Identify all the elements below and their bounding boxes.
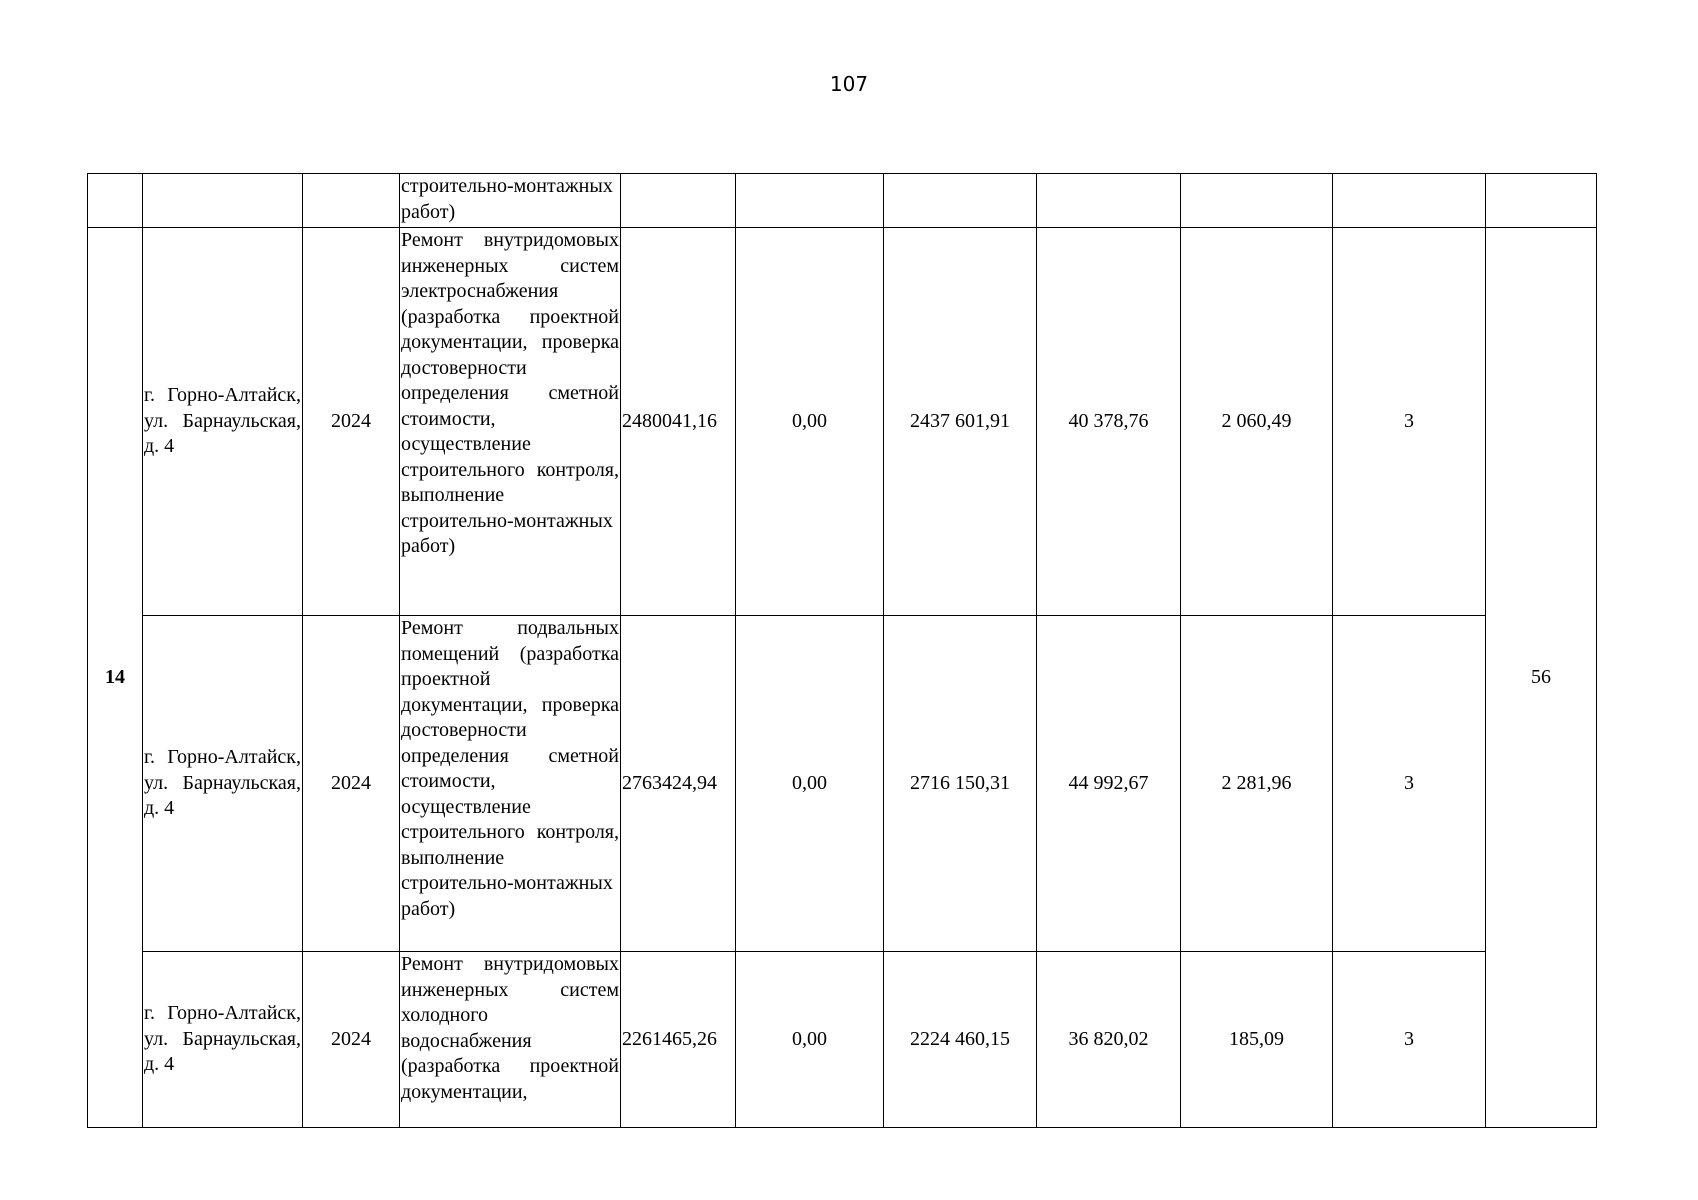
value-cell: 2 060,49 — [1181, 228, 1333, 616]
cell-empty — [1181, 174, 1333, 228]
address-cell: г. Горно-Алтайск, ул. Барнаульская, д. 4 — [143, 952, 303, 1128]
group-value-cell: 56 — [1486, 228, 1597, 1128]
cell-empty — [621, 174, 736, 228]
total-cost-cell: 2261465,26 — [621, 952, 736, 1128]
value-cell: 3 — [1333, 228, 1486, 616]
total-cost-cell: 2480041,16 — [621, 228, 736, 616]
value-cell: 40 378,76 — [1037, 228, 1181, 616]
total-cost-cell: 2763424,94 — [621, 616, 736, 952]
table-row — [88, 616, 1597, 952]
value-cell: 3 — [1333, 952, 1486, 1128]
work-description-cell: строительно-монтажных работ) — [400, 174, 621, 228]
value-cell: 2 281,96 — [1181, 616, 1333, 952]
work-description-cell: Ремонт внутридомовых инженерных систем электроснабжения (разработка проектной документации, проверка достоверности определения сметной стоимости, осуществление строительного контроля, выполнение строительно-монтажных работ) — [400, 228, 621, 616]
address-cell: г. Горно-Алтайск, ул. Барнаульская, д. 4 — [143, 616, 303, 952]
work-description-cell: Ремонт подвальных помещений (разработка проектной документации, проверка достоверности определения сметной стоимости, осуществление строительного контроля, выполнение строительно-монтажных работ) — [400, 616, 621, 952]
continuation-row — [88, 174, 1597, 228]
address-cell: г. Горно-Алтайск, ул. Барнаульская, д. 4 — [143, 228, 303, 616]
value-cell: 0,00 — [736, 952, 884, 1128]
cell-empty — [1486, 174, 1597, 228]
value-cell: 2224 460,15 — [884, 952, 1037, 1128]
year-cell: 2024 — [303, 952, 400, 1128]
cell-empty — [303, 174, 400, 228]
table-row — [88, 228, 1597, 616]
value-cell: 185,09 — [1181, 952, 1333, 1128]
group-number-cell: 14 — [88, 228, 143, 1128]
cell-empty — [1037, 174, 1181, 228]
value-cell: 2437 601,91 — [884, 228, 1037, 616]
value-cell: 0,00 — [736, 616, 884, 952]
work-description-cell: Ремонт внутридомовых инженерных систем холодного водоснабжения (разработка проектной документации, — [400, 952, 621, 1128]
cell-empty — [736, 174, 884, 228]
year-cell: 2024 — [303, 616, 400, 952]
table-row — [88, 952, 1597, 1128]
value-cell: 36 820,02 — [1037, 952, 1181, 1128]
value-cell: 2716 150,31 — [884, 616, 1037, 952]
year-cell: 2024 — [303, 228, 400, 616]
cell-empty — [143, 174, 303, 228]
value-cell: 3 — [1333, 616, 1486, 952]
value-cell: 0,00 — [736, 228, 884, 616]
cell-empty — [88, 174, 143, 228]
page-number: 107 — [829, 72, 869, 96]
cell-empty — [884, 174, 1037, 228]
cell-empty — [1333, 174, 1486, 228]
works-table — [87, 173, 1597, 1128]
value-cell: 44 992,67 — [1037, 616, 1181, 952]
